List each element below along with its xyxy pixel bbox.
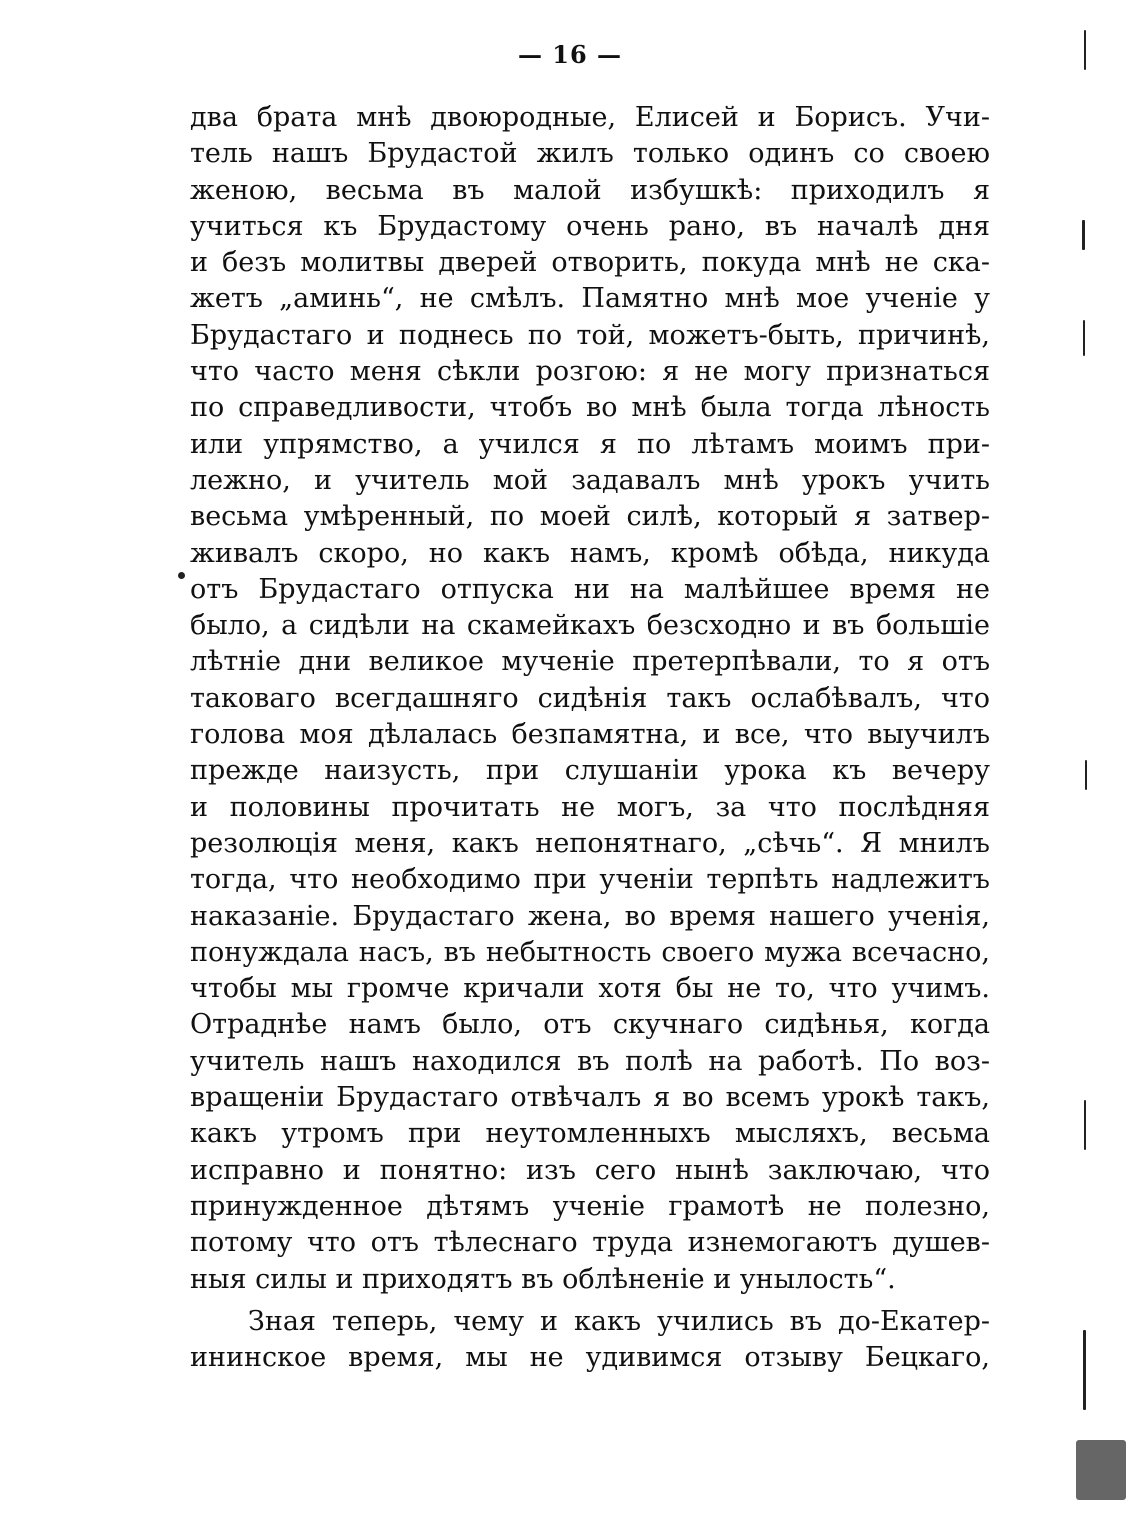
text-line: лѣтніе дни великое мученіе претерпѣвали, то я отъ: [190, 646, 990, 678]
scan-speck: [1082, 220, 1085, 250]
text-line: что часто меня сѣкли розгою: я не могу признаться: [190, 356, 990, 388]
text-line: принужденное дѣтямъ ученіе грамотѣ не полезно,: [190, 1190, 990, 1222]
text-line: тель нашъ Брудастой жилъ только одинъ со своею: [190, 138, 990, 170]
text-line: Отраднѣе намъ было, отъ скучнаго сидѣнья, когда: [190, 1009, 990, 1041]
text-line: отъ Брудастаго отпуска ни на малѣйшее время не: [190, 573, 990, 605]
text-line: учитель нашъ находился въ полѣ на работѣ. По воз-: [190, 1045, 990, 1077]
text-line: живалъ скоро, но какъ намъ, кромѣ обѣда, никуда: [190, 537, 990, 569]
text-line: Зная теперь, чему и какъ учились въ до-Екатер-: [248, 1305, 990, 1337]
text-line: таковаго всегдашняго сидѣнія такъ ослабѣвалъ, что: [190, 682, 990, 714]
text-line: тогда, что необходимо при ученіи терпѣть надлежитъ: [190, 864, 990, 896]
text-line: прежде наизусть, при слушаніи урока къ вечеру: [190, 755, 990, 787]
page-body-text: [190, 100, 990, 1376]
text-line: Брудастаго и поднесь по той, можетъ-быть, причинѣ,: [190, 319, 990, 351]
text-line: ининское время, мы не удивимся отзыву Бецкаго,: [190, 1342, 990, 1374]
text-line: по справедливости, чтобъ во мнѣ была тогда лѣность: [190, 392, 990, 424]
text-line: учиться къ Брудастому очень рано, въ началѣ дня: [190, 210, 990, 242]
text-line: жетъ „аминь“, не смѣлъ. Памятно мнѣ мое ученіе у: [190, 283, 990, 315]
text-line: весьма умѣренный, по моей силѣ, который я затвер-: [190, 501, 990, 533]
text-line: какъ утромъ при неутомленныхъ мысляхъ, весьма: [190, 1118, 990, 1150]
paragraph: [190, 1304, 990, 1377]
scan-edge-artifacts: [1070, 0, 1140, 1518]
text-line: потому что отъ тѣлеснаго труда изнемогаютъ душев-: [190, 1227, 990, 1259]
text-line: или упрямство, а учился я по лѣтамъ моимъ при-: [190, 428, 990, 460]
text-line: исправно и понятно: изъ сего нынѣ заключаю, что: [190, 1154, 990, 1186]
text-line: понуждала насъ, въ небытность своего мужа всечасно,: [190, 936, 990, 968]
paragraph: [190, 100, 990, 1298]
text-line: резолюція меня, какъ непонятнаго, „сѣчь“. Я мнилъ: [190, 827, 990, 859]
scan-speck: [1076, 1440, 1126, 1500]
scan-speck: [1083, 320, 1085, 356]
scan-speck: [1084, 1100, 1086, 1150]
text-line: чтобы мы громче кричали хотя бы не то, что учимъ.: [190, 973, 990, 1005]
scan-speck: [1084, 30, 1086, 70]
scan-speck: [1085, 760, 1087, 790]
text-line: вращеніи Брудастаго отвѣчалъ я во всемъ урокѣ такъ,: [190, 1082, 990, 1114]
text-line: наказаніе. Брудастаго жена, во время нашего ученія,: [190, 900, 990, 932]
scan-speck: [1083, 1330, 1086, 1410]
text-line: голова моя дѣлалась безпамятна, и все, что выучилъ: [190, 719, 990, 751]
page-number: — 16 —: [517, 40, 623, 69]
text-line: два брата мнѣ двоюродные, Елисей и Борисъ. Учи-: [190, 102, 990, 133]
text-line: ныя силы и приходятъ въ облѣненіе и унылость“.: [190, 1263, 896, 1295]
text-line: было, а сидѣли на скамейкахъ безсходно и въ большіе: [190, 610, 990, 642]
text-line: и безъ молитвы дверей отворить, покуда мнѣ не ска-: [190, 247, 990, 279]
text-line: и половины прочитать не могъ, за что послѣдняя: [190, 791, 990, 823]
scan-speck: [178, 572, 185, 579]
text-line: женою, весьма въ малой избушкѣ: приходилъ я: [190, 174, 990, 206]
text-line: лежно, и учитель мой задавалъ мнѣ урокъ учить: [190, 464, 990, 496]
